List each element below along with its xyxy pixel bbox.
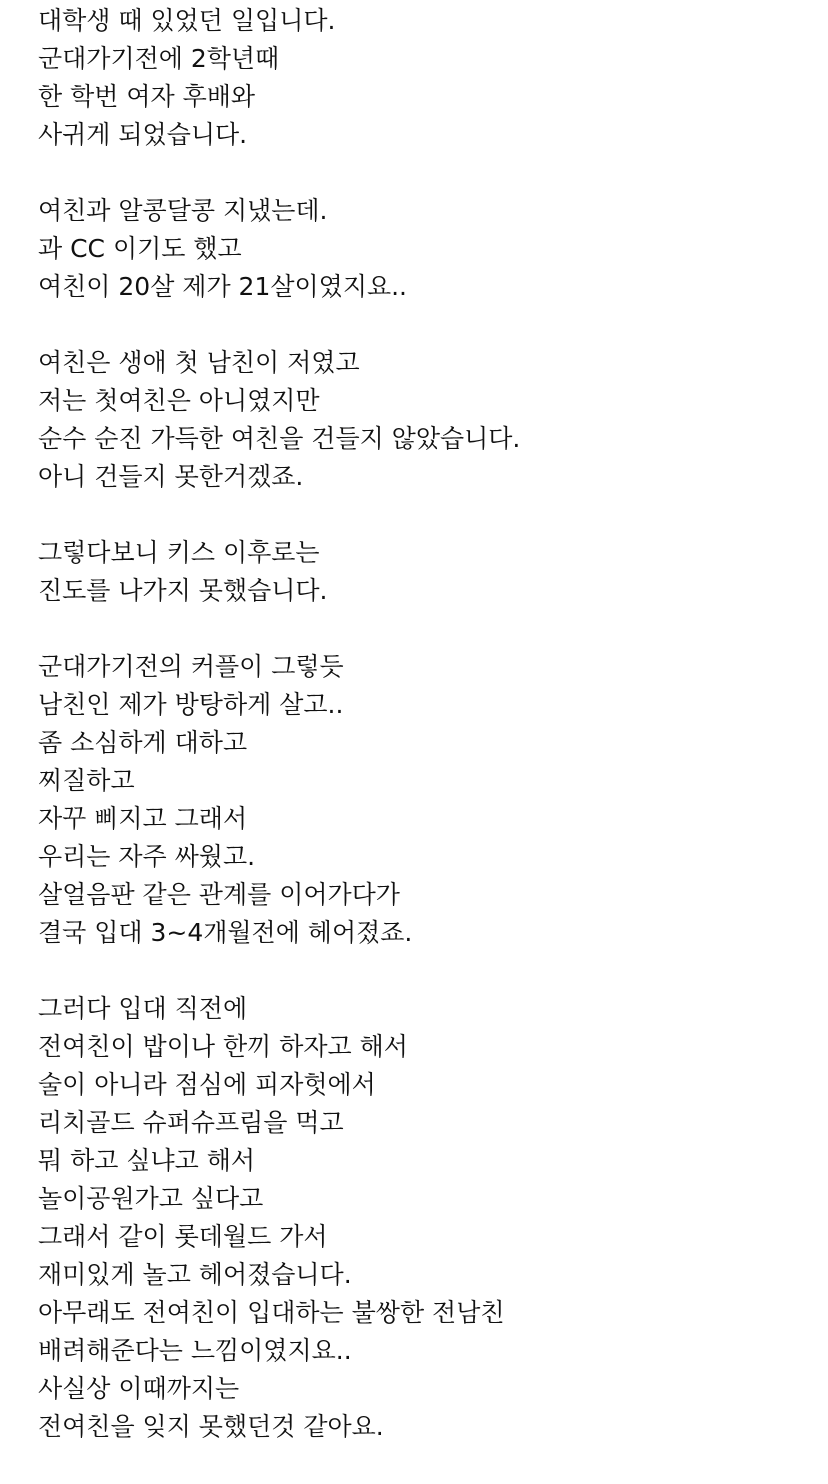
text-line: 여친이 20살 제가 21살이였지요.. [38,272,408,301]
paragraph [38,344,818,496]
text-line: 아무래도 전여친이 입대하는 불쌍한 전남친 [38,1298,505,1327]
text-line: 저는 첫여친은 아니였지만 [38,386,320,415]
text-line: 순수 순진 가득한 여친을 건들지 않았습니다. [38,424,521,453]
text-line: 전여친을 잊지 못했던것 같아요. [38,1412,384,1441]
text-line: 과 CC 이기도 했고 [38,234,242,263]
paragraph [38,648,818,952]
text-line: 남친인 제가 방탕하게 살고.. [38,690,344,719]
paragraph [38,534,818,610]
text-line: 대학생 때 있었던 일입니다. [38,6,336,35]
text-line: 재미있게 놀고 헤어졌습니다. [38,1260,352,1289]
text-line: 놀이공원가고 싶다고 [38,1184,264,1213]
text-line: 여친은 생애 첫 남친이 저였고 [38,348,360,377]
story-text [38,2,818,1484]
text-line: 살얼음판 같은 관계를 이어가다가 [38,880,400,909]
text-line: 우리는 자주 싸웠고. [38,842,256,871]
text-line: 사귀게 되었습니다. [38,120,248,149]
text-line: 술이 아니라 점심에 피자헛에서 [38,1070,376,1099]
text-line: 한 학번 여자 후배와 [38,82,256,111]
text-line: 찌질하고 [38,766,135,795]
text-line: 결국 입대 3~4개월전에 헤어졌죠. [38,918,413,947]
text-line: 군대가기전에 2학년때 [38,44,280,73]
paragraph [38,2,818,154]
text-line: 배려해준다는 느낌이였지요.. [38,1336,352,1365]
paragraph [38,990,818,1446]
text-line: 아니 건들지 못한거겠죠. [38,462,304,491]
text-line: 그렇다보니 키스 이후로는 [38,538,320,567]
text-line: 여친과 알콩달콩 지냈는데. [38,196,328,225]
text-line: 그래서 같이 롯데월드 가서 [38,1222,328,1251]
text-line: 좀 소심하게 대하고 [38,728,248,757]
text-line: 뭐 하고 싶냐고 해서 [38,1146,256,1175]
paragraph [38,192,818,306]
text-line: 사실상 이때까지는 [38,1374,240,1403]
text-line: 진도를 나가지 못했습니다. [38,576,328,605]
text-line: 리치골드 슈퍼슈프림을 먹고 [38,1108,344,1137]
text-line: 그러다 입대 직전에 [38,994,248,1023]
text-line: 자꾸 삐지고 그래서 [38,804,248,833]
text-line: 전여친이 밥이나 한끼 하자고 해서 [38,1032,408,1061]
text-line: 군대가기전의 커플이 그렇듯 [38,652,344,681]
